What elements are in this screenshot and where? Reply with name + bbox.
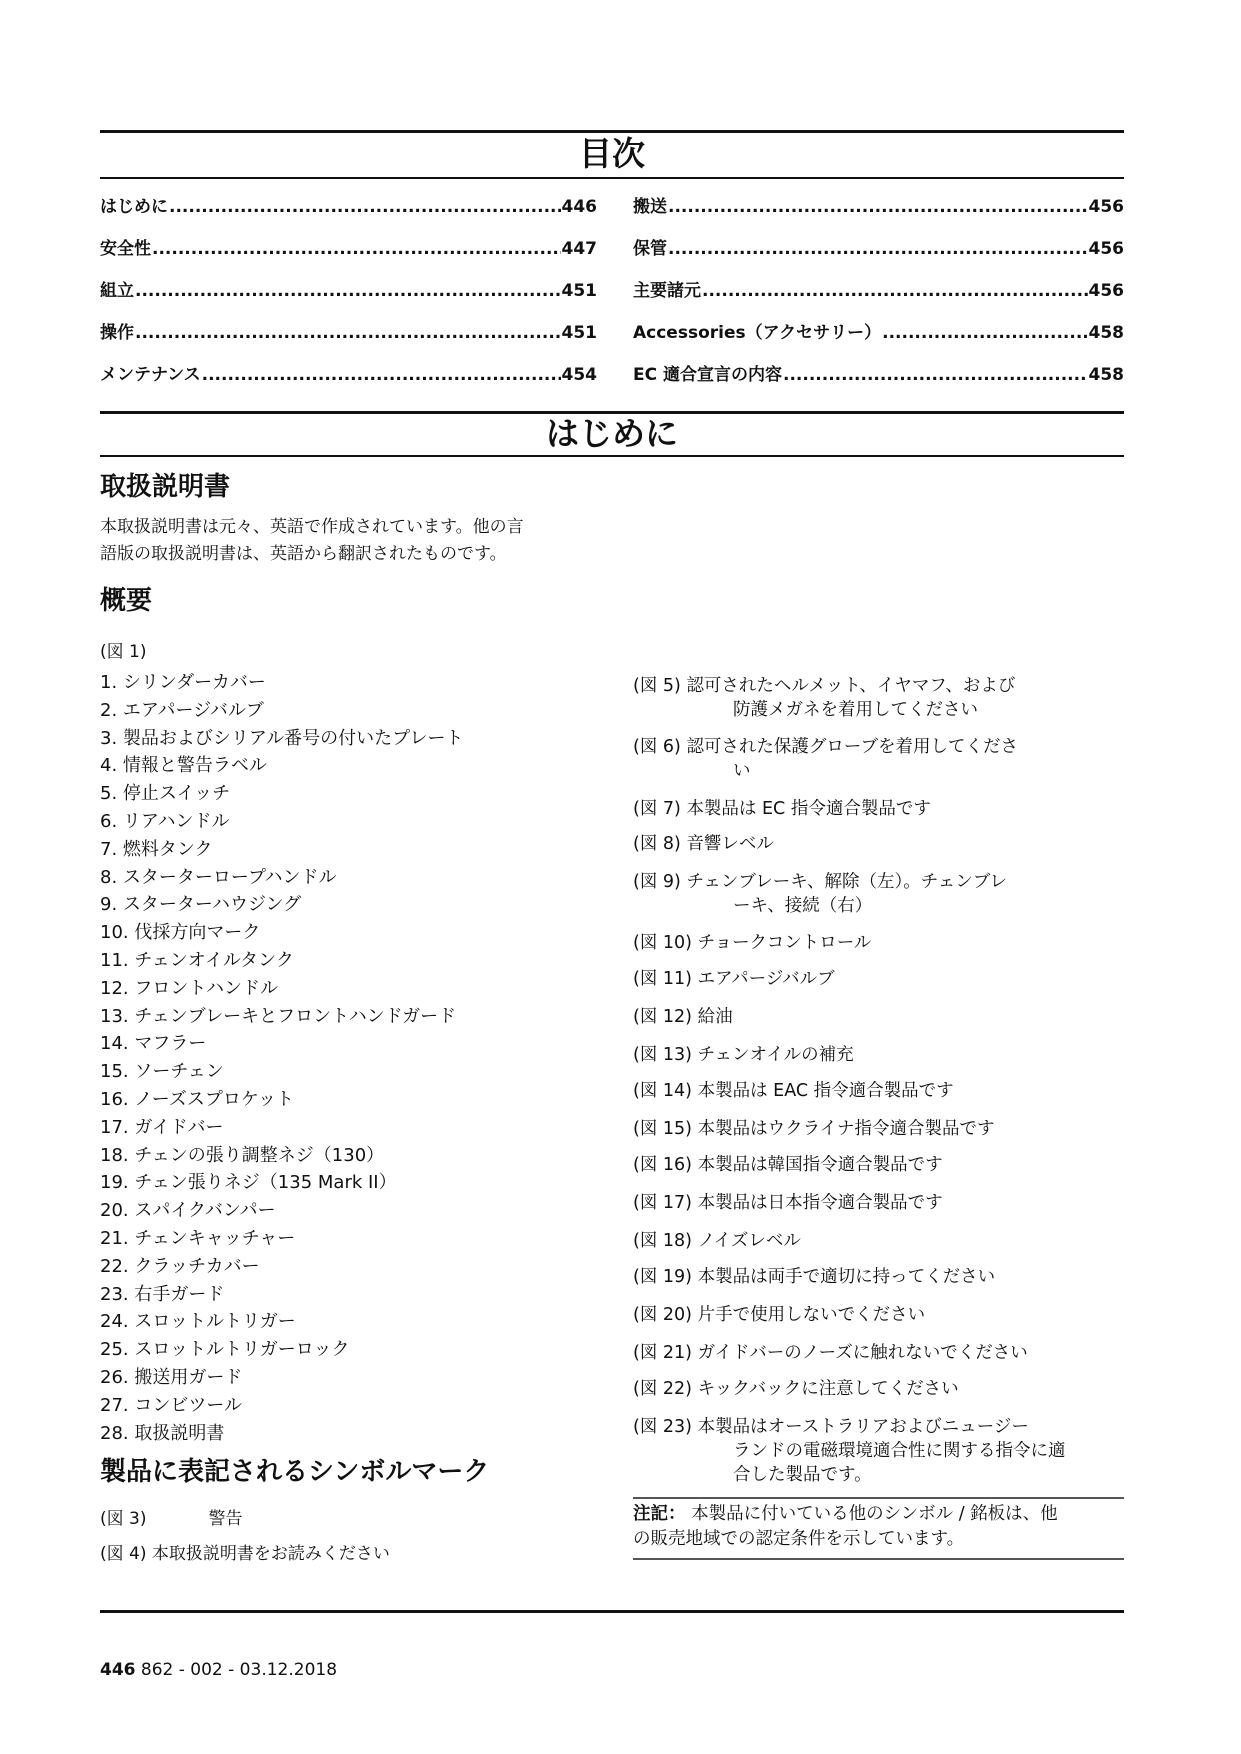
list-item: 21. チェンキャッチャー	[100, 1227, 296, 1249]
toc-title: 目次	[579, 134, 645, 173]
footer-rule	[100, 1610, 1124, 1613]
page-footer	[100, 1660, 337, 1680]
list-item: 1. シリンダーカバー	[100, 672, 266, 693]
symbol-item: (図 20) 片手で使用しないでください	[633, 1305, 926, 1325]
toc-entry[interactable]: EC 適合宣言の内容 ..... 458	[633, 360, 1124, 402]
list-item: 7. 燃料タンク	[100, 838, 213, 860]
list-item: 24. スロットルトリガー	[100, 1311, 296, 1333]
list-item: 16. ノーズスプロケット	[100, 1088, 295, 1110]
toc-left-column	[100, 192, 597, 402]
intro-bottom-rule	[100, 455, 1124, 457]
list-item: 19. チェン張りネジ（135 Mark II）	[100, 1172, 397, 1194]
toc-bottom-rule	[100, 177, 1124, 179]
list-item: 4. 情報と警告ラベル	[100, 755, 267, 777]
toc-entry[interactable]: 主要諸元 ..... 456	[633, 276, 1124, 318]
toc-entry[interactable]: 安全性 ..... 447	[100, 234, 597, 276]
list-item: 15. ソーチェン	[100, 1061, 224, 1083]
toc-right-column	[633, 192, 1124, 402]
note-box: 注記： 本製品に付いている他のシンボル / 銘板は、他 の販売地域での認定条件を示しています。	[633, 1504, 1058, 1549]
list-item: 27. コンビツール	[100, 1394, 242, 1416]
symbol-item: (図 11) エアパージバルブ	[633, 969, 835, 989]
symbol-item: (図 17) 本製品は日本指令適合製品です	[633, 1193, 943, 1213]
list-item: 5. 停止スイッチ	[100, 783, 231, 805]
symbol-item: (図 5) 認可されたヘルメット、イヤマフ、および 防護メガネを着用してください	[633, 676, 1016, 720]
toc-entry[interactable]: 組立 ..... 451	[100, 276, 597, 318]
list-item: 12. フロントハンドル	[100, 977, 278, 999]
list-item: 25. スロットルトリガーロック	[100, 1339, 350, 1361]
intro-title: はじめに	[546, 414, 678, 453]
symbol-item: (図 18) ノイズレベル	[633, 1231, 801, 1251]
list-item: 14. マフラー	[100, 1033, 207, 1055]
symbol-item: (図 4) 本取扱説明書をお読みください	[100, 1544, 390, 1564]
symbol-item: (図 21) ガイドバーのノーズに触れないでください	[633, 1343, 1028, 1363]
symbol-item: (図 19) 本製品は両手で適切に持ってください	[633, 1267, 996, 1287]
toc-entry[interactable]: 操作 ..... 451	[100, 318, 597, 360]
symbol-item: (図 23) 本製品はオーストラリアおよびニュージー ランドの電磁環境適合性に関する指令に適 合した製品です。	[633, 1417, 1066, 1485]
manual-text: 本取扱説明書は元々、英語で作成されています。他の言 語版の取扱説明書は、英語から翻訳されたものです。	[100, 517, 524, 564]
list-item: 18. チェンの張り調整ネジ（130）	[100, 1144, 385, 1166]
list-item: 6. リアハンドル	[100, 810, 230, 832]
toc-entry[interactable]: はじめに ..... 446	[100, 192, 597, 234]
page	[100, 0, 1124, 1754]
symbol-item: (図 8) 音響レベル	[633, 834, 774, 854]
list-item: 28. 取扱説明書	[100, 1422, 225, 1444]
list-item: 3. 製品およびシリアル番号の付いたプレート	[100, 727, 464, 749]
note-bottom-rule	[633, 1558, 1124, 1560]
list-item: 11. チェンオイルタンク	[100, 949, 294, 971]
list-item: 13. チェンブレーキとフロントハンドガード	[100, 1005, 457, 1027]
symbol-item: (図 15) 本製品はウクライナ指令適合製品です	[633, 1119, 995, 1139]
list-item: 23. 右手ガード	[100, 1283, 225, 1305]
toc-top-rule	[100, 130, 1124, 133]
symbol-item: (図 3) 警告	[100, 1509, 243, 1529]
symbol-item: (図 13) チェンオイルの補充	[633, 1045, 854, 1065]
list-item: 22. クラッチカバー	[100, 1255, 260, 1277]
list-item: 20. スパイクバンパー	[100, 1200, 276, 1222]
parts-list	[100, 669, 463, 1447]
note-top-rule	[633, 1497, 1124, 1499]
symbol-item: (図 22) キックバックに注意してください	[633, 1379, 959, 1399]
list-item: 2. エアパージバルブ	[100, 699, 264, 721]
toc-entry[interactable]: 搬送 ..... 456	[633, 192, 1124, 234]
symbol-item: (図 14) 本製品は EAC 指令適合製品です	[633, 1081, 954, 1101]
toc-entry[interactable]: メンテナンス ..... 454	[100, 360, 597, 402]
symbols-heading: 製品に表記されるシンボルマーク	[100, 1457, 490, 1487]
list-item: 17. ガイドバー	[100, 1116, 224, 1138]
toc-entry[interactable]: Accessories（アクセサリー） ..... 458	[633, 318, 1124, 360]
toc-entry[interactable]: 保管 ..... 456	[633, 234, 1124, 276]
list-item: 8. スターターロープハンドル	[100, 866, 337, 888]
list-item: 10. 伐採方向マーク	[100, 922, 261, 944]
symbol-item: (図 12) 給油	[633, 1007, 733, 1027]
symbol-item: (図 10) チョークコントロール	[633, 933, 872, 953]
symbol-item: (図 9) チェンブレーキ、解除（左）。チェンブレ ーキ、接続（右）	[633, 872, 1008, 916]
symbol-item: (図 16) 本製品は韓国指令適合製品です	[633, 1155, 943, 1175]
symbol-item: (図 7) 本製品は EC 指令適合製品です	[633, 799, 931, 819]
document-code: 862 - 002 - 03.12.2018	[140, 1660, 338, 1680]
list-item: 9. スターターハウジング	[100, 894, 302, 916]
list-item: 26. 搬送用ガード	[100, 1366, 243, 1388]
overview-heading: 概要	[100, 586, 153, 616]
page-number: 446	[100, 1660, 136, 1680]
figure-1-ref: (図 1)	[100, 642, 147, 662]
manual-heading: 取扱説明書	[100, 472, 231, 502]
symbol-item: (図 6) 認可された保護グローブを着用してくださ い	[633, 737, 1019, 781]
